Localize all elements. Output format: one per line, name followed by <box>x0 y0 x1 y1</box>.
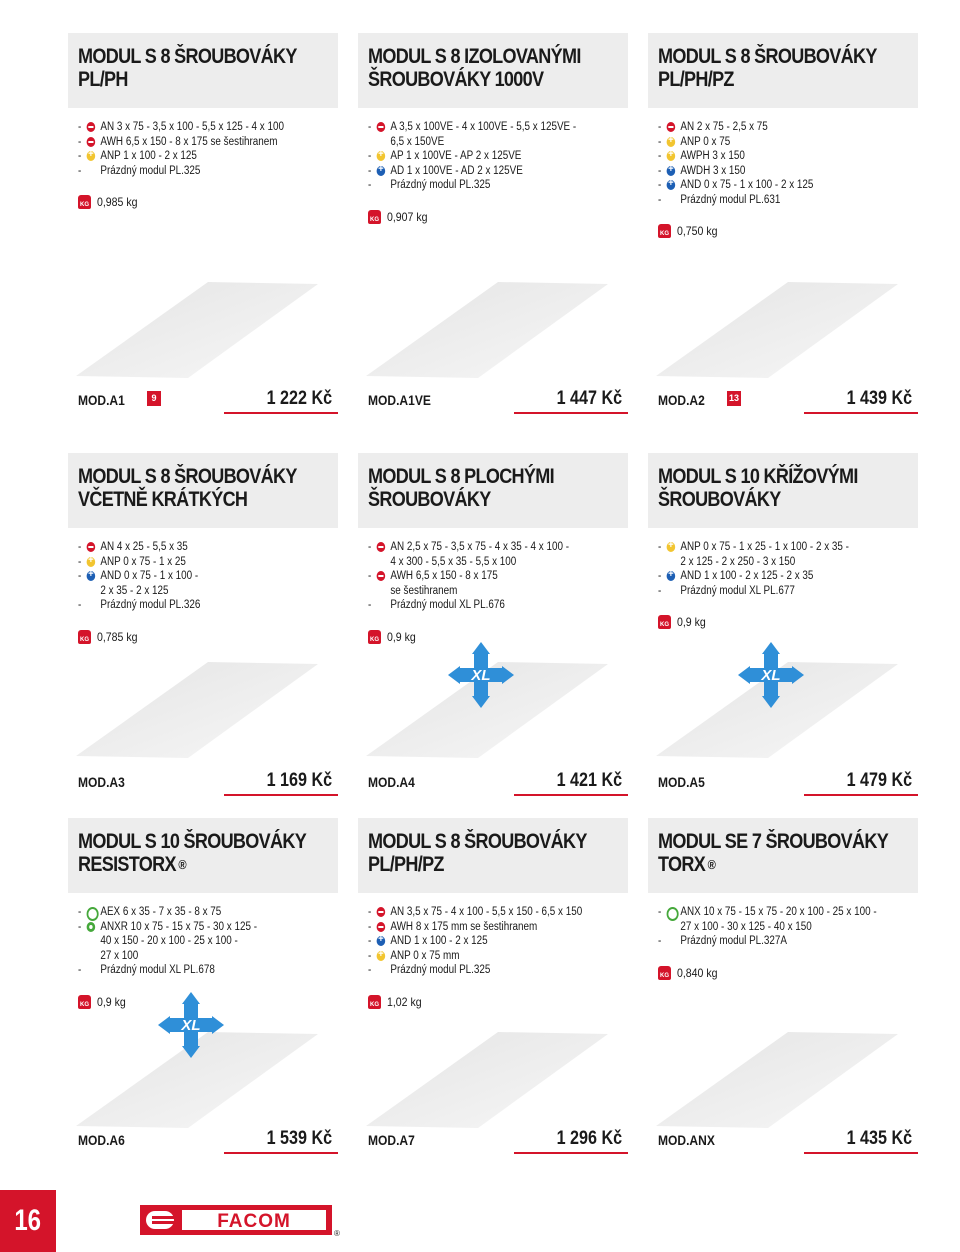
contents-line: - + AWDH 3 x 150 <box>658 164 916 179</box>
pz-tip-icon <box>87 571 96 581</box>
slot-tip-icon <box>377 542 386 552</box>
contents-line: 27 x 100 - 30 x 125 - 40 x 150 <box>680 920 812 933</box>
card-title: MODUL S 8 PLOCHÝMI ŠROUBOVÁKY <box>368 465 554 511</box>
ph-tip-icon <box>377 151 386 161</box>
product-card <box>68 453 338 798</box>
price-underline <box>804 412 918 414</box>
ph-tip-icon <box>87 151 96 161</box>
contents-list <box>78 540 336 613</box>
page-number: 16 <box>0 1190 56 1252</box>
product-card <box>358 33 628 416</box>
weight-icon: KG <box>78 995 91 1009</box>
weight: KG 0,9 kg <box>80 994 126 1009</box>
card-header <box>648 453 918 528</box>
product-code: MOD.A4 <box>368 774 415 790</box>
price-footer <box>68 384 338 414</box>
price-footer <box>358 1124 628 1154</box>
contents-line: - + AND 0 x 75 - 1 x 100 - <box>78 569 336 584</box>
ph-tip-icon <box>377 951 386 961</box>
contents-line: 2 x 35 - 2 x 125 <box>100 584 169 597</box>
count-badge: 9 <box>147 391 161 406</box>
contents-line: - + AND 1 x 100 - 2 x 125 <box>368 934 626 949</box>
card-title: MODUL S 8 ŠROUBOVÁKY PL/PH/PZ <box>368 830 587 876</box>
contents-line: - Prázdný modul XL PL.678 <box>78 964 215 976</box>
card-header <box>68 818 338 893</box>
price: 1 479 Kč <box>846 770 912 791</box>
card-title: MODUL S 10 ŠROUBOVÁKY RESISTORX ® <box>78 830 307 876</box>
svg-text:FACOM: FACOM <box>217 1211 291 1232</box>
product-image-placeholder <box>358 1030 628 1130</box>
product-code: MOD.A1VE <box>368 392 431 408</box>
slot-tip-icon <box>377 922 386 932</box>
contents-list <box>368 120 626 193</box>
slot-tip-icon <box>87 542 96 552</box>
slot-tip-icon <box>377 907 386 917</box>
weight-icon: KG <box>658 615 671 629</box>
contents-line: - + ANP 0 x 75 <box>658 135 916 150</box>
price-footer <box>68 1124 338 1154</box>
svg-text:®: ® <box>334 1229 340 1238</box>
contents-list <box>368 905 626 978</box>
ph-tip-icon <box>667 151 676 161</box>
product-code: MOD.A5 <box>658 774 705 790</box>
contents-line: se šestihranem <box>390 584 458 597</box>
xl-size-icon <box>446 640 516 710</box>
product-card <box>358 453 628 798</box>
product-code: MOD.A6 <box>78 1132 125 1148</box>
contents-line: - + AP 1 x 100VE - AP 2 x 125VE <box>368 149 626 164</box>
weight-icon: KG <box>368 210 381 224</box>
ph-tip-icon <box>667 137 676 147</box>
product-image-placeholder <box>358 280 628 380</box>
slot-tip-icon <box>667 122 676 132</box>
weight: KG 0,9 kg <box>370 629 416 644</box>
product-code: MOD.A2 <box>658 392 705 408</box>
contents-line: 6,5 x 150VE <box>390 135 445 148</box>
contents-list <box>368 540 626 613</box>
card-title: MODUL S 8 ŠROUBOVÁKY PL/PH <box>78 45 297 91</box>
price: 1 447 Kč <box>556 388 622 409</box>
contents-line: - + ANP 0 x 75 - 1 x 25 <box>78 555 336 570</box>
svg-text:XL: XL <box>181 1017 201 1034</box>
weight: KG 1,02 kg <box>370 994 422 1009</box>
torxr-tip-icon <box>87 922 96 932</box>
contents-line: - + AND 0 x 75 - 1 x 100 - 2 x 125 <box>658 178 916 193</box>
price-footer <box>648 766 918 796</box>
card-header <box>648 818 918 893</box>
product-card <box>648 818 918 1156</box>
price-underline <box>224 1152 338 1154</box>
slot-tip-icon <box>377 122 386 132</box>
pz-tip-icon <box>377 166 386 176</box>
contents-line: - AN 4 x 25 - 5,5 x 35 <box>78 541 188 553</box>
product-card <box>68 818 338 1156</box>
product-code: MOD.A7 <box>368 1132 415 1148</box>
price-underline <box>514 794 628 796</box>
product-image-placeholder <box>648 1030 918 1130</box>
contents-line: - AWH 8 x 175 mm se šestihranem <box>368 920 538 933</box>
contents-line: - + AD 1 x 100VE - AD 2 x 125VE <box>368 164 626 179</box>
product-card <box>358 818 628 1156</box>
card-header <box>648 33 918 108</box>
slot-tip-icon <box>377 571 386 581</box>
contents-line: - + ANP 0 x 75 mm <box>368 949 626 964</box>
product-image-placeholder <box>68 660 338 760</box>
product-card <box>68 33 338 416</box>
contents-line: - AN 2 x 75 - 2,5 x 75 <box>658 121 768 133</box>
weight: KG 0,785 kg <box>80 629 138 644</box>
price-underline <box>514 412 628 414</box>
price-footer <box>358 766 628 796</box>
price: 1 439 Kč <box>846 388 912 409</box>
contents-line: - Prázdný modul PL.631 <box>658 193 781 206</box>
card-title: MODUL S 8 ŠROUBOVÁKY PL/PH/PZ <box>658 45 877 91</box>
contents-line: - AWH 6,5 x 150 - 8 x 175 se šestihranem <box>78 135 278 148</box>
card-title: MODUL SE 7 ŠROUBOVÁKY TORX ® <box>658 830 889 876</box>
pz-tip-icon <box>667 166 676 176</box>
ph-tip-icon <box>667 542 676 552</box>
pz-tip-icon <box>667 571 676 581</box>
weight-icon: KG <box>368 995 381 1009</box>
product-code: MOD.ANX <box>658 1132 715 1148</box>
price: 1 539 Kč <box>266 1128 332 1149</box>
product-image-placeholder <box>648 280 918 380</box>
price: 1 222 Kč <box>266 388 332 409</box>
price: 1 421 Kč <box>556 770 622 791</box>
price: 1 296 Kč <box>556 1128 622 1149</box>
contents-line: - + ANP 0 x 75 - 1 x 25 - 1 x 100 - 2 x 35 - <box>658 540 916 555</box>
weight-icon: KG <box>368 630 381 644</box>
svg-text:XL: XL <box>471 667 491 684</box>
card-header <box>358 453 628 528</box>
product-code: MOD.A3 <box>78 774 125 790</box>
card-title: MODUL S 8 ŠROUBOVÁKY VČETNĚ KRÁTKÝCH <box>78 465 297 511</box>
xl-size-icon <box>736 640 806 710</box>
contents-line: - + AND 1 x 100 - 2 x 125 - 2 x 35 <box>658 569 916 584</box>
slot-tip-icon <box>87 122 96 132</box>
product-card <box>648 453 918 798</box>
price-underline <box>514 1152 628 1154</box>
price-footer <box>648 384 918 414</box>
svg-text:XL: XL <box>761 667 781 684</box>
contents-line: - Prázdný modul PL.326 <box>78 599 201 611</box>
weight: KG 0,9 kg <box>660 615 706 629</box>
pz-tip-icon <box>377 936 386 946</box>
contents-line: 27 x 100 <box>100 949 139 962</box>
weight: KG 0,840 kg <box>660 965 718 980</box>
contents-list <box>658 905 916 949</box>
contents-list <box>658 120 916 207</box>
contents-line: - AN 2,5 x 75 - 3,5 x 75 - 4 x 35 - 4 x 100 - <box>368 541 570 553</box>
contents-line: - ANXR 10 x 75 - 15 x 75 - 30 x 125 - <box>78 920 258 933</box>
contents-line: - ANX 10 x 75 - 15 x 75 - 20 x 100 - 25 x 100 - <box>658 905 916 920</box>
ph-tip-icon <box>87 557 96 567</box>
contents-line: - Prázdný modul PL.325 <box>78 164 201 177</box>
weight: KG 0,985 kg <box>80 195 138 209</box>
contents-line: - AWH 6,5 x 150 - 8 x 175 <box>368 570 498 582</box>
contents-line: 4 x 300 - 5,5 x 35 - 5,5 x 100 <box>390 555 517 568</box>
facom-logo <box>140 1202 340 1238</box>
product-image-placeholder <box>68 280 338 380</box>
contents-line: - AEX 6 x 35 - 7 x 35 - 8 x 75 <box>78 905 336 920</box>
price-footer <box>358 384 628 414</box>
contents-list <box>78 905 336 978</box>
weight: KG 0,907 kg <box>370 209 428 224</box>
weight-icon: KG <box>78 630 91 644</box>
contents-line: - Prázdný modul PL.327A <box>658 935 788 947</box>
price: 1 169 Kč <box>266 770 332 791</box>
pz-tip-icon <box>667 180 676 190</box>
product-code: MOD.A1 <box>78 392 125 408</box>
price-underline <box>224 412 338 414</box>
contents-line: - + AWPH 3 x 150 <box>658 149 916 164</box>
xl-size-icon <box>156 990 226 1060</box>
contents-line: - Prázdný modul PL.325 <box>368 179 491 191</box>
contents-line: - A 3,5 x 100VE - 4 x 100VE - 5,5 x 125VE - <box>368 121 577 133</box>
contents-line: - AN 3,5 x 75 - 4 x 100 - 5,5 x 150 - 6,5 x 150 <box>368 906 583 918</box>
contents-list <box>658 540 916 598</box>
contents-line: - Prázdný modul XL PL.676 <box>368 599 505 611</box>
price-underline <box>224 794 338 796</box>
price-underline <box>804 1152 918 1154</box>
card-header <box>358 818 628 893</box>
card-header <box>358 33 628 108</box>
count-badge: 13 <box>727 391 741 406</box>
contents-line: - Prázdný modul XL PL.677 <box>658 584 795 597</box>
contents-line: - Prázdný modul PL.325 <box>368 964 491 976</box>
price-footer <box>68 766 338 796</box>
contents-line: - + ANP 1 x 100 - 2 x 125 <box>78 149 336 164</box>
weight-icon: KG <box>78 195 91 209</box>
contents-line: 2 x 125 - 2 x 250 - 3 x 150 <box>680 555 796 568</box>
card-header <box>68 33 338 108</box>
weight: KG 0,750 kg <box>660 224 718 238</box>
price-footer <box>648 1124 918 1154</box>
price-underline <box>804 794 918 796</box>
product-card <box>648 33 918 416</box>
weight-icon: KG <box>658 224 671 238</box>
weight-icon: KG <box>658 966 671 980</box>
contents-list <box>78 120 336 178</box>
contents-line: - AN 3 x 75 - 3,5 x 100 - 5,5 x 125 - 4 x 100 <box>78 121 284 133</box>
card-title: MODUL S 8 IZOLOVANÝMI ŠROUBOVÁKY 1000V <box>368 45 581 91</box>
price: 1 435 Kč <box>846 1128 912 1149</box>
card-header <box>68 453 338 528</box>
slot-tip-icon <box>87 137 96 147</box>
card-title: MODUL S 10 KŘÍŽOVÝMI ŠROUBOVÁKY <box>658 465 858 511</box>
contents-line: 40 x 150 - 20 x 100 - 25 x 100 - <box>100 935 238 947</box>
